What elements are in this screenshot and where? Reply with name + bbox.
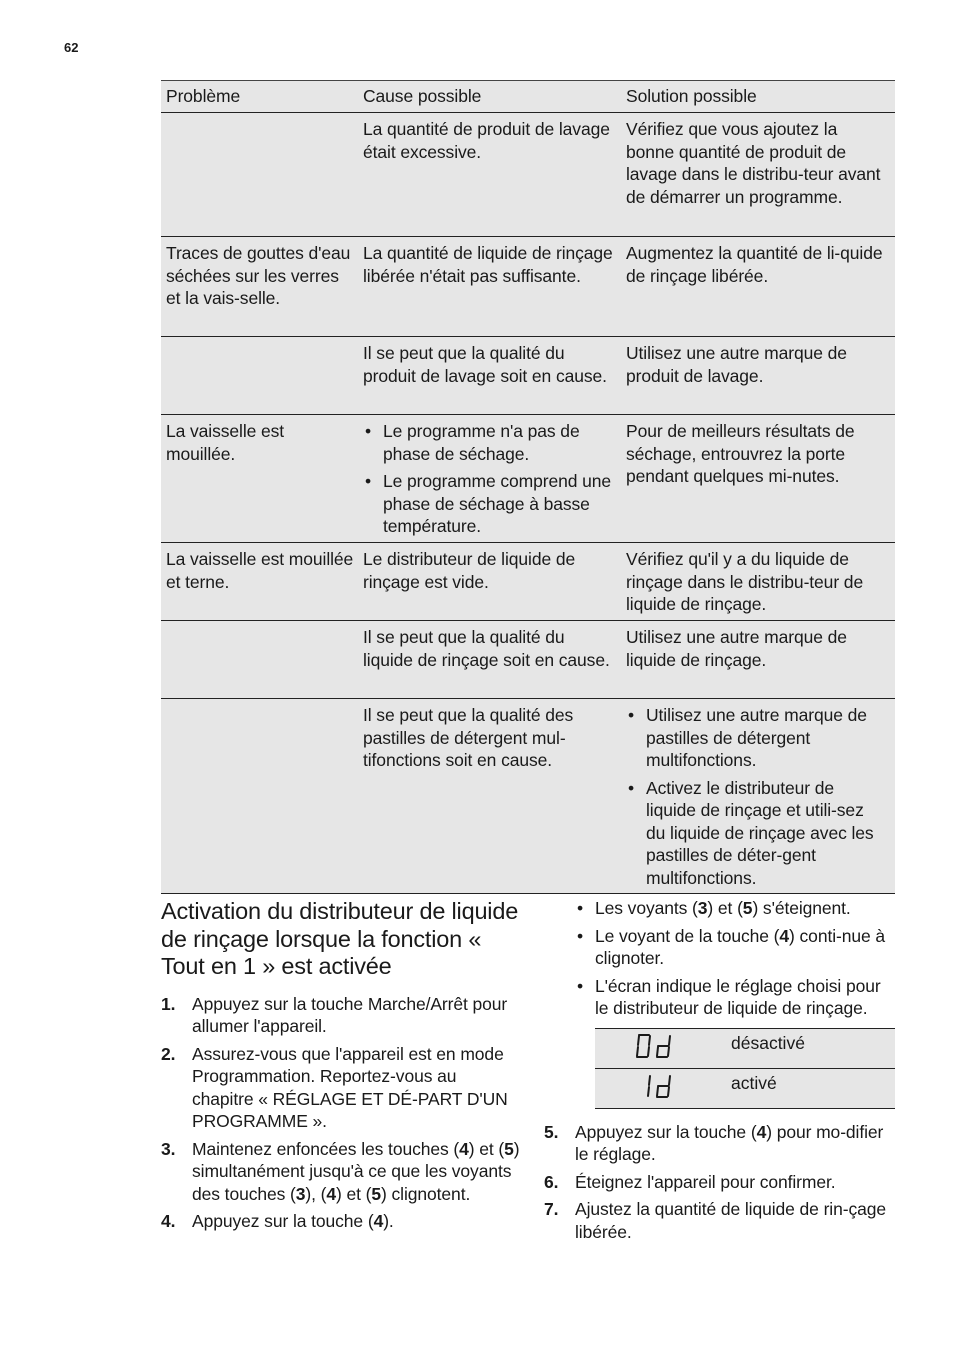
table-header-row bbox=[161, 80, 895, 112]
step-number: 4. bbox=[161, 1211, 176, 1231]
text-fragment: Les voyants ( bbox=[595, 898, 698, 918]
bullet-list bbox=[626, 704, 887, 889]
step-text bbox=[192, 1138, 521, 1206]
bullet-item: • Utilisez une autre marque de pastilles de détergent multifonctions. bbox=[626, 704, 887, 772]
text-fragment: ) et ( bbox=[707, 898, 743, 918]
step-text bbox=[192, 1210, 521, 1233]
solution-cell bbox=[621, 699, 895, 893]
step-item bbox=[544, 1121, 896, 1166]
bullet-item bbox=[575, 975, 896, 1020]
step-text: Éteignez l'appareil pour confirmer. bbox=[575, 1171, 836, 1192]
text-fragment: ) pour mo-difier le réglage. bbox=[575, 1121, 884, 1164]
cause-cell: Il se peut que la qualité du produit de lavage soit en cause. bbox=[363, 343, 607, 386]
text-fragment: Appuyez sur la touche ( bbox=[575, 1121, 757, 1142]
text-fragment: L'écran indique le réglage choisi pour le distributeur de liquide de rinçage. bbox=[595, 975, 881, 1018]
step-item bbox=[161, 1043, 521, 1133]
text-fragment: ) s'éteignent. bbox=[752, 898, 851, 918]
text-fragment: Le voyant de la touche ( bbox=[595, 925, 780, 946]
bold-key-number: 4 bbox=[326, 1183, 337, 1204]
step-number: 3. bbox=[161, 1138, 176, 1159]
table-row bbox=[161, 620, 895, 698]
section-title: Activation du distributeur de liquide de rinçage lorsque la fonction « Tout en 1 » est activée bbox=[161, 898, 519, 979]
display-setting-row bbox=[595, 1029, 895, 1068]
text-fragment: ) conti-nue à clignoter. bbox=[595, 925, 886, 968]
text-fragment: ) simultanément jusqu'à ce que les voyants des touches ( bbox=[192, 1138, 520, 1204]
bold-key-number: 5 bbox=[742, 898, 753, 918]
bold-key-number: 3 bbox=[295, 1183, 306, 1204]
steps-list-left bbox=[161, 993, 521, 1233]
display-setting-label: activé bbox=[731, 1072, 777, 1093]
table-row bbox=[161, 112, 895, 236]
step-number: 2. bbox=[161, 1043, 176, 1064]
bold-key-number: 4 bbox=[459, 1138, 469, 1159]
step-text bbox=[575, 1121, 896, 1166]
bullet-item: • Le programme n'a pas de phase de séchage. bbox=[363, 420, 617, 465]
bullet-item bbox=[575, 897, 896, 920]
table-row bbox=[161, 236, 895, 336]
text-fragment: Maintenez enfoncées les touches ( bbox=[192, 1138, 460, 1159]
seven-segment-display-icon bbox=[633, 1073, 677, 1099]
bold-key-number: 5 bbox=[504, 1138, 514, 1159]
step-item bbox=[544, 1171, 896, 1194]
text-fragment: Appuyez sur la touche ( bbox=[192, 1211, 374, 1231]
text-fragment: ). bbox=[383, 1211, 394, 1231]
troubleshooting-table bbox=[161, 80, 895, 894]
bullets-list-right bbox=[575, 897, 896, 1020]
table-row bbox=[161, 414, 895, 542]
right-column bbox=[544, 897, 896, 1248]
problem-cell: La vaisselle est mouillée. bbox=[166, 421, 285, 464]
cause-cell: Il se peut que la qualité des pastilles de détergent mul-tifonctions soit en cause. bbox=[363, 705, 574, 770]
bold-key-number: 4 bbox=[779, 925, 790, 946]
problem-cell bbox=[161, 337, 358, 414]
step-number: 6. bbox=[544, 1171, 559, 1192]
bold-key-number: 5 bbox=[371, 1183, 382, 1204]
display-settings-table bbox=[595, 1028, 895, 1109]
step-item bbox=[544, 1198, 896, 1243]
step-number: 1. bbox=[161, 993, 176, 1014]
step-text: Ajustez la quantité de liquide de rin-çage libérée. bbox=[575, 1199, 887, 1242]
text-fragment: ) et ( bbox=[336, 1183, 372, 1204]
solution-cell: Utilisez une autre marque de produit de lavage. bbox=[626, 343, 847, 386]
bullet-item: • Activez le distributeur de liquide de rinçage et utili-sez du liquide de rinçage avec les pastilles de déter-gent multifonctions. bbox=[626, 777, 887, 890]
bullet-item bbox=[575, 925, 896, 970]
cause-cell bbox=[358, 415, 621, 542]
page-number: 62 bbox=[64, 40, 79, 55]
solution-cell: Pour de meilleurs résultats de séchage, entrouvrez la porte pendant quelques mi-nutes. bbox=[626, 421, 855, 486]
bold-key-number: 3 bbox=[697, 898, 708, 918]
seven-segment-display-icon bbox=[633, 1033, 677, 1059]
cause-cell: La quantité de produit de lavage était excessive. bbox=[363, 119, 610, 162]
display-setting-row bbox=[595, 1068, 895, 1108]
problem-cell bbox=[161, 699, 358, 893]
display-code-cell bbox=[595, 1029, 731, 1064]
left-column bbox=[161, 898, 521, 1238]
solution-cell: Augmentez la quantité de li-quide de rinçage libérée. bbox=[626, 243, 883, 286]
display-code-cell bbox=[595, 1069, 731, 1104]
table-row bbox=[161, 698, 895, 894]
step-item bbox=[161, 993, 521, 1038]
step-text: Appuyez sur la touche Marche/Arrêt pour allumer l'appareil. bbox=[192, 993, 508, 1036]
column-header-solution: Solution possible bbox=[626, 86, 757, 106]
step-number: 5. bbox=[544, 1121, 559, 1142]
bold-key-number: 4 bbox=[373, 1211, 384, 1231]
bullet-list bbox=[363, 420, 617, 538]
display-setting-label: désactivé bbox=[731, 1032, 805, 1053]
table-row bbox=[161, 336, 895, 414]
step-text: Assurez-vous que l'appareil est en mode Programmation. Reportez-vous au chapitre « RÉGLAGE ET DÉ-PART D'UN PROGRAMME ». bbox=[192, 1043, 508, 1131]
step-item bbox=[161, 1210, 521, 1233]
cause-cell: Il se peut que la qualité du liquide de rinçage soit en cause. bbox=[363, 627, 610, 670]
problem-cell bbox=[161, 621, 358, 698]
step-number: 7. bbox=[544, 1199, 559, 1219]
bullet-item: • Le programme comprend une phase de séchage à basse température. bbox=[363, 470, 617, 538]
column-header-cause: Cause possible bbox=[363, 86, 482, 106]
text-fragment: ) et ( bbox=[468, 1138, 505, 1159]
column-header-problem: Problème bbox=[166, 86, 241, 106]
step-item bbox=[161, 1138, 521, 1206]
text-fragment: ) clignotent. bbox=[381, 1183, 471, 1204]
table-row bbox=[161, 542, 895, 620]
bold-key-number: 4 bbox=[756, 1121, 767, 1142]
cause-cell: Le distributeur de liquide de rinçage est vide. bbox=[363, 549, 576, 592]
solution-cell: Vérifiez qu'il y a du liquide de rinçage dans le distribu-teur de liquide de rinçage. bbox=[626, 549, 864, 614]
solution-cell: Utilisez une autre marque de liquide de rinçage. bbox=[626, 627, 847, 670]
problem-cell: Traces de gouttes d'eau séchées sur les verres et la vais-selle. bbox=[166, 243, 351, 308]
problem-cell: La vaisselle est mouillée et terne. bbox=[166, 549, 354, 592]
text-fragment: ), ( bbox=[305, 1183, 327, 1204]
steps-list-right bbox=[544, 1121, 896, 1244]
cause-cell: La quantité de liquide de rinçage libérée n'était pas suffisante. bbox=[363, 243, 613, 286]
solution-cell: Vérifiez que vous ajoutez la bonne quantité de produit de lavage dans le distribu-teur avant de démarrer un programme. bbox=[626, 119, 881, 207]
problem-cell bbox=[161, 113, 358, 236]
